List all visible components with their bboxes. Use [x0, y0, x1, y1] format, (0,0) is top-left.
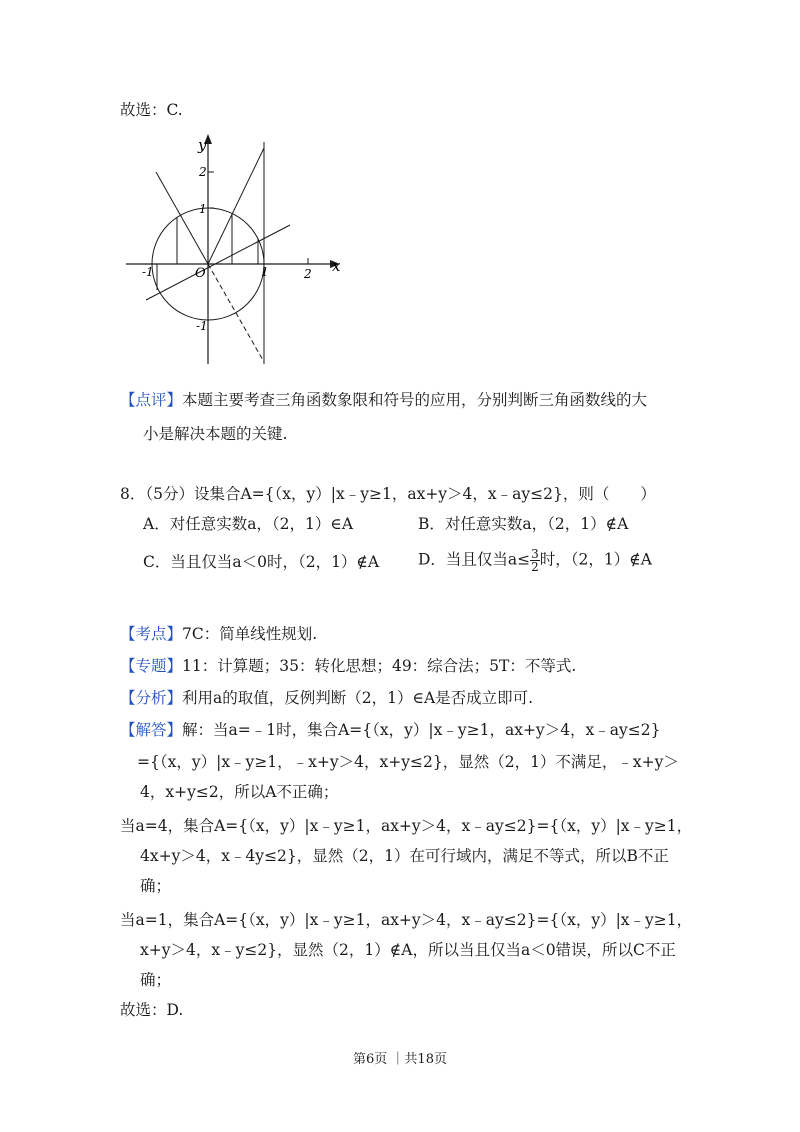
kaodian-line [120, 624, 317, 644]
terminal-ray-3 [146, 225, 290, 300]
case2-line-1: 当a=4，集合A={（x，y）|x﹣y≥1，ax+y＞4，x﹣ay≤2}={（x，y）|x﹣y≥1， [120, 817, 693, 835]
case2-line-3: 确； [140, 877, 172, 895]
origin-label: O [195, 266, 206, 281]
tick-label-x-2: 2 [304, 267, 312, 281]
case2-line-2: 4x+y＞4，x﹣4y≤2}，显然（2，1）在可行域内，满足不等式，所以B不正 [140, 847, 669, 865]
terminal-ray-2 [156, 172, 208, 264]
unit-circle-figure [118, 128, 358, 368]
previous-answer: 故选：C. [120, 101, 183, 119]
comment-tag: 【点评】 [120, 391, 183, 409]
case3-line-3: 确； [140, 971, 172, 989]
jieda-line-2: ={（x，y）|x﹣y≥1，﹣x+y＞4，x+y≤2}，显然（2，1）不满足，﹣x+y＞ [137, 753, 679, 771]
tick-label-y-2: 2 [199, 165, 207, 179]
option-b: B．对任意实数a，（2，1）∉A [418, 515, 629, 533]
option-d-prefix: D．当且仅当a≤ [418, 550, 531, 569]
comment-text-1: 本题主要考查三角函数象限和符号的应用，分别判断三角函数线的大 [182, 391, 648, 409]
option-d-suffix: 时，（2，1）∉A [539, 550, 652, 569]
zhuanti-line [120, 656, 576, 676]
tick-label-x-1: 1 [261, 265, 269, 279]
option-c: C．当且仅当a＜0时，（2，1）∉A [143, 553, 380, 571]
kaodian-tag: 【考点】 [120, 625, 183, 643]
case3-line-2: x+y＞4，x﹣y≤2}，显然（2，1）∉A，所以当且仅当a＜0错误，所以C不正 [140, 941, 676, 959]
fraction-3-2 [530, 548, 540, 573]
fraction-numerator: 3 [531, 547, 539, 561]
zhuanti-tag: 【专题】 [120, 657, 183, 675]
tick-label-y-1: 1 [199, 202, 207, 216]
tick-label-x-neg1: -1 [142, 265, 154, 279]
question-stem: 8．（5分）设集合A={（x，y）|x﹣y≥1，ax+y＞4，x﹣ay≤2}，则（ ） [120, 485, 656, 503]
tick-label-y-neg1: -1 [196, 319, 208, 333]
comment-line-1 [120, 390, 647, 410]
fenxi-tag: 【分析】 [120, 689, 183, 707]
final-answer: 故选：D. [120, 1001, 184, 1019]
jieda-line-3: 4，x+y≤2，所以A不正确； [140, 783, 339, 801]
option-a: A．对任意实数a，（2，1）∈A [143, 515, 354, 533]
case3-line-1: 当a=1，集合A={（x，y）|x﹣y≥1，ax+y＞4，x﹣ay≤2}={（x，y）|x﹣y≥1， [120, 911, 693, 929]
terminal-ray-1 [208, 148, 264, 264]
jieda-line-1 [120, 720, 661, 740]
comment-line-2: 小是解决本题的关键. [143, 425, 288, 443]
fenxi-text: 利用a的取值，反例判断（2，1）∈A是否成立即可. [182, 689, 534, 707]
fraction-denominator: 2 [531, 560, 539, 574]
kaodian-text: 7C：简单线性规划. [182, 625, 318, 643]
jieda-text-1: 解：当a=﹣1时，集合A={（x，y）|x﹣y≥1，ax+y＞4，x﹣ay≤2} [182, 721, 661, 739]
fenxi-line [120, 688, 533, 708]
option-d [418, 548, 652, 573]
dashed-extension [208, 264, 264, 362]
zhuanti-text: 11：计算题；35：转化思想；49：综合法；5T：不等式. [182, 657, 577, 675]
jieda-tag: 【解答】 [120, 721, 183, 739]
y-axis-label: y [198, 136, 207, 154]
page-footer: 第6页 ｜共18页 [353, 1052, 447, 1067]
x-axis-label: x [332, 257, 341, 275]
